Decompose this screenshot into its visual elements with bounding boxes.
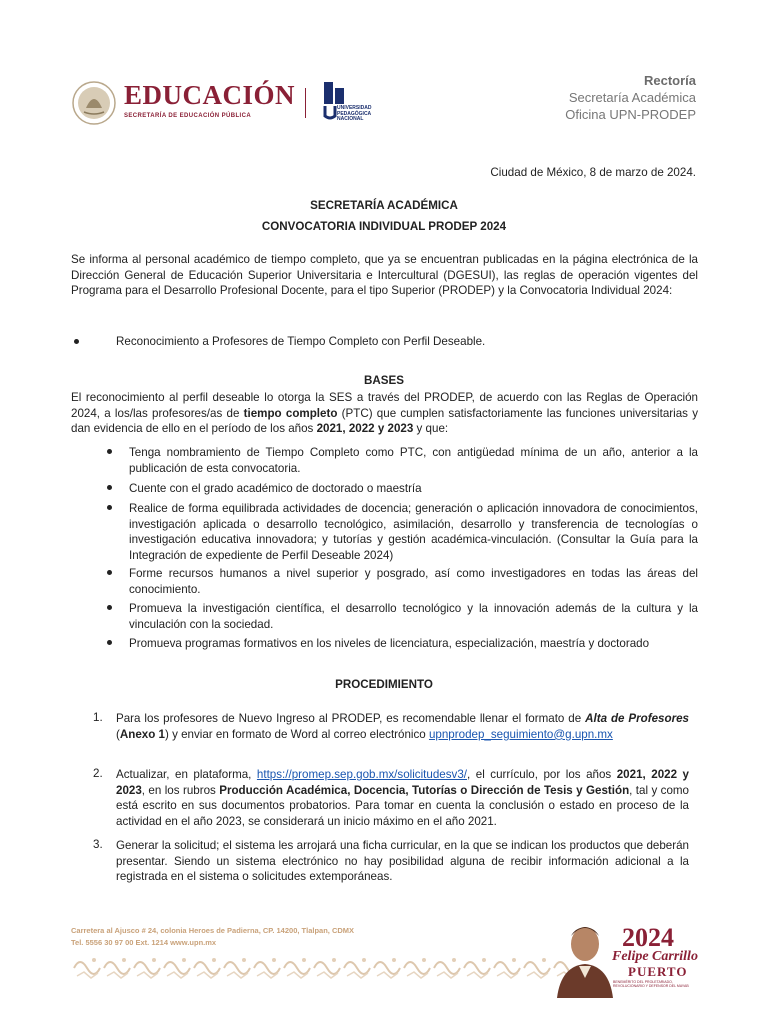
bullet-dot [107,485,112,490]
puerto-name: PUERTO [628,964,688,979]
step-2: Actualizar, en plataforma, https://promep.sep.gob.mx/solicitudesv3/, el currículo, por los años 2021, 2022 y 2023, en los rubros Producción Académica, Docencia, Tutorías o Dirección de Tesis y Gestión, tal y como está escrito en sus documentos probatorios. Para tomar en cuenta la conclusión o estado en proceso de la actividad en el año 2023, se considerará un inicio máximo en el año 2021. [116,768,690,828]
felipe-carrillo-name: Felipe Carrillo [612,949,698,964]
bases-item: Tenga nombramiento de Tiempo Completo como PTC, con antigüedad mínima de un año, anterior a la publicación de esta convocatoria. [129,446,698,475]
bases-item: Realice de forma equilibrada actividades de docencia; generación o aplicación innovadora de conocimientos, investigación aplicada o desarrollo tecnológico, asimilación, desarrollo y transferencia de tecnologías o investigación educativa innovadora; y tutorías y gestión académica-vinculación. (Consultar la Guía para la Integración de expediente de Perfil Deseable 2024) [129,502,698,562]
bullet-dot [107,640,112,645]
year-2024: 2024 [622,923,674,952]
step-number: 2. [93,767,103,780]
bases-item: Forme recursos humanos a nivel superior y posgrado, así como investigadores en todas las áreas del conocimiento. [129,567,698,596]
bases-heading: BASES [364,374,404,387]
step-number: 3. [93,838,103,851]
intro-bullet: Reconocimiento a Profesores de Tiempo Completo con Perfil Deseable. [116,335,486,348]
decorative-pattern [72,954,572,982]
step-1: Para los profesores de Nuevo Ingreso al PRODEP, es recomendable llenar el formato de Alta de Profesores (Anexo 1) y enviar en formato de Word al correo electrónico upnprodep_seguimiento@g.upn.mx [116,712,689,741]
footer-tagline: BENEMÉRITO DEL PROLETARIADO, REVOLUCIONARIO Y DEFENSOR DEL MAYAB [613,980,689,988]
logo-divider [305,88,306,118]
date-line: Ciudad de México, 8 de marzo de 2024. [490,166,696,179]
bullet-dot [107,570,112,575]
title-convocatoria: CONVOCATORIA INDIVIDUAL PRODEP 2024 [261,220,507,233]
bases-item: Promueva la investigación científica, el desarrollo tecnológico y la innovación además de la cultura y la vinculación con la sociedad. [129,602,698,631]
upn-name: UNIVERSIDAD PEDAGÓGICA NACIONAL [337,105,372,122]
bases-item: Promueva programas formativos en los niveles de licenciatura, especialización, maestría y doctorado [129,637,650,650]
office-line-oficina: Oficina UPN-PRODEP [565,107,696,122]
bullet-dot [107,449,112,454]
procedimiento-heading: PROCEDIMIENTO [335,678,433,691]
sep-subtitle: SECRETARÍA DE EDUCACIÓN PÚBLICA [124,113,252,119]
office-line-rectoria: Rectoría [643,73,696,88]
promep-link[interactable]: https://promep.sep.gob.mx/solicitudesv3/ [256,768,468,781]
bullet-dot [74,339,79,344]
bases-paragraph: El reconocimiento al perfil deseable lo otorga la SES a través del PRODEP, de acuerdo con las Reglas de Operación 2024, a los/las profesores/as de tiempo completo (PTC) que cumplen satisfactoriamente las funciones universitarias y dan evidencia de ello en el período de los años 2021, 2022 y 2023 y que: [71,391,698,436]
footer-address: Carretera al Ajusco # 24, colonia Heroes de Padierna, CP. 14200, Tlalpan, CDMX [71,926,355,935]
mexico-seal-icon [72,80,116,126]
office-line-secretaria: Secretaría Académica [568,90,696,105]
bases-item: Cuente con el grado académico de doctorado o maestría [129,482,422,495]
office-header [565,72,696,123]
bullet-dot [107,505,112,510]
bullet-dot [107,605,112,610]
email-link[interactable]: upnprodep_seguimiento@g.upn.mx [428,727,613,741]
education-logo-text: EDUCACIÓN [124,80,296,110]
portrait-icon [555,918,615,998]
intro-paragraph: Se informa al personal académico de tiempo completo, que ya se encuentran publicadas en la página electrónica de la Dirección General de Educación Superior Universitaria e Intercultural (DGESUI), las reglas de operación vigentes del Programa para el Desarrollo Profesional Docente, para el tipo Superior (PRODEP) y la Convocatoria Individual 2024: [71,253,698,298]
step-number: 1. [93,711,103,724]
footer-phone: Tel. 5556 30 97 00 Ext. 1214 www.upn.mx [71,938,217,947]
title-secretaria: SECRETARÍA ACADÉMICA [310,199,458,212]
step-3: Generar la solicitud; el sistema les arrojará una ficha curricular, en la que se indican los productos que deberán presentar. Siendo un sistema electrónico no hay posibilidad alguna de recibir información adicional a la registrada en el sistema o solicitudes extemporáneas. [116,839,689,884]
